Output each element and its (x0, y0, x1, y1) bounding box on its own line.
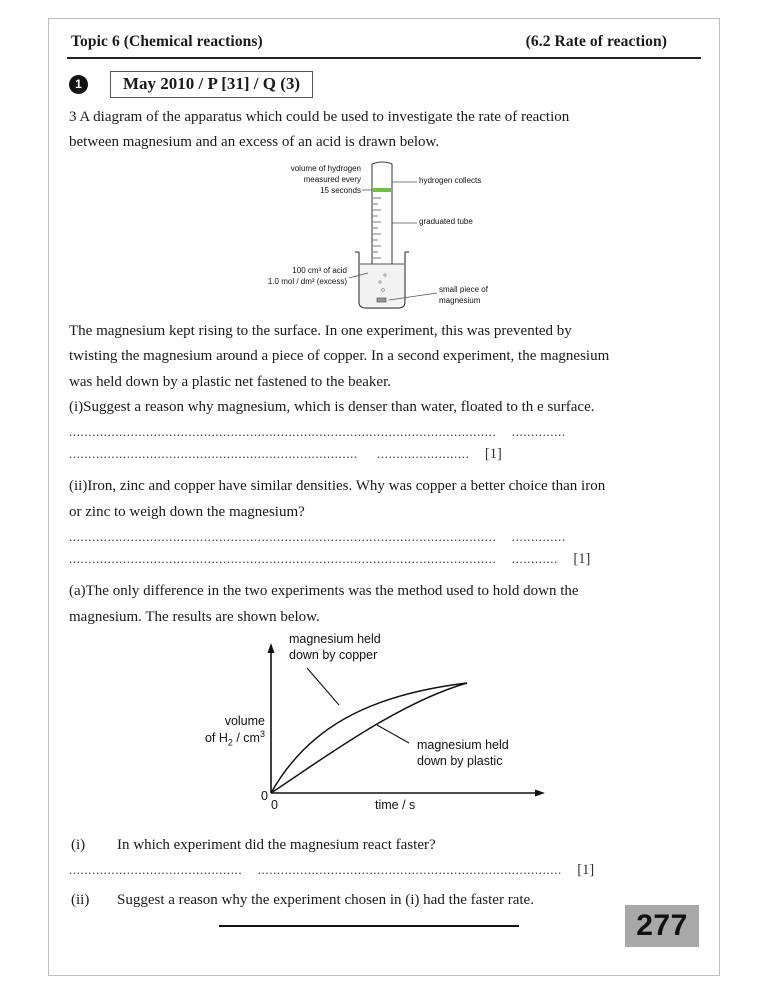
page-number-badge: 277 (625, 905, 699, 947)
graph-label-plastic (417, 737, 509, 770)
subquestion-a-line1: (a)The only difference in the two experiments was the method used to hold down the (69, 583, 579, 600)
body-paragraph-line3: was held down by a plastic net fastened to the beaker. (69, 373, 391, 390)
footer-rule (219, 925, 519, 927)
graph-x-axis-label: time / s (375, 797, 416, 812)
graph-origin-label-x: 0 (271, 797, 278, 812)
answer-dots-e: ............................................................................................................... (69, 528, 497, 544)
answer-line-1[interactable] (67, 424, 701, 440)
answer-dots-a: ............................................................................................................... (69, 424, 497, 440)
graph-label-copper-line2: down by copper (289, 648, 378, 663)
answer-dots-f: .............. (511, 528, 566, 544)
question-stem-line2: between magnesium and an excess of an acid is drawn below. (69, 133, 440, 150)
page-content (67, 33, 701, 963)
subquestion-i: (i)Suggest a reason why magnesium, which is denser than water, floated to th e surface. (69, 398, 595, 415)
answer-line-2[interactable] (67, 445, 701, 463)
answer-dots-i: ............................................. (69, 862, 243, 878)
header-topic: Topic 6 (Chemical reactions) (71, 33, 263, 50)
worksheet-page (48, 18, 720, 976)
answer-line-4[interactable] (67, 550, 701, 568)
graph-label-copper-line1: magnesium held (289, 631, 381, 646)
mark-allocation-i: [1] (484, 446, 502, 463)
body-paragraph-line1: The magnesium kept rising to the surface. In one experiment, this was prevented by (69, 323, 572, 340)
question-title-row (67, 71, 701, 98)
apparatus-label-acid-line2: 1.0 mol / dm³ (excess) (267, 276, 347, 286)
graph-label-plastic-line2: down by plastic (417, 754, 503, 769)
graph-label-plastic-line1: magnesium held (417, 737, 509, 752)
graph-label-copper (289, 631, 381, 664)
apparatus-label-acid (227, 266, 347, 288)
question-number-badge: 1 (69, 75, 88, 94)
mark-allocation-ii: [1] (573, 551, 591, 568)
header-subtopic: (6.2 Rate of reaction) (525, 33, 667, 50)
answer-line-5[interactable] (67, 861, 701, 879)
final-question-i-marker: (i) (71, 836, 86, 853)
final-question-ii-text: Suggest a reason why the experiment chosen in (i) had the faster rate. (117, 892, 534, 909)
graph-y-axis-label-line2: of $H_2 / cm^3$ (204, 729, 265, 748)
mark-allocation-final: [1] (577, 862, 595, 879)
results-graph-figure (67, 633, 701, 828)
graph-y-axis-label (183, 713, 265, 750)
answer-dots-h: ............ (511, 551, 558, 567)
apparatus-label-acid-line1: 100 cm³ of acid (292, 266, 347, 276)
apparatus-label-volume: volume of hydrogen measured every 15 seconds (290, 164, 361, 195)
answer-dots-c: ........................................................................... (69, 446, 358, 462)
graph-origin-label: 0 (261, 788, 268, 803)
page-header (67, 33, 701, 59)
answer-dots-d: ........................ (377, 446, 470, 462)
subquestion-a-line2: magnesium. The results are shown below. (69, 608, 320, 625)
answer-line-3[interactable] (67, 529, 701, 545)
subquestion-ii-line2: or zinc to weigh down the magnesium? (69, 503, 305, 520)
apparatus-label-hydrogen: hydrogen collects (419, 176, 482, 186)
final-question-i (67, 834, 701, 857)
graph-y-axis-label-line1: volume (224, 713, 265, 728)
answer-dots-b: .............. (511, 424, 566, 440)
final-question-ii (67, 889, 701, 912)
apparatus-figure (67, 160, 701, 312)
apparatus-label-tube: graduated tube (419, 217, 473, 227)
question-stem-line1: 3 A diagram of the apparatus which could be used to investigate the rate of reaction (69, 108, 570, 125)
question-source-box: May 2010 / P [31] / Q (3) (110, 71, 313, 98)
answer-dots-g: ............................................................................................................... (69, 551, 497, 567)
final-question-i-text: In which experiment did the magnesium react faster? (117, 836, 436, 853)
subquestion-ii-line1: (ii)Iron, zinc and copper have similar densities. Why was copper a better choice than iron (69, 478, 606, 495)
final-question-ii-marker: (ii) (71, 892, 90, 909)
answer-dots-j: ............................................................................... (257, 862, 562, 878)
body-paragraph-line2: twisting the magnesium around a piece of copper. In a second experiment, the magnesium (69, 348, 610, 365)
apparatus-svg (67, 160, 701, 312)
apparatus-label-magnesium: small piece of magnesium (439, 285, 488, 305)
